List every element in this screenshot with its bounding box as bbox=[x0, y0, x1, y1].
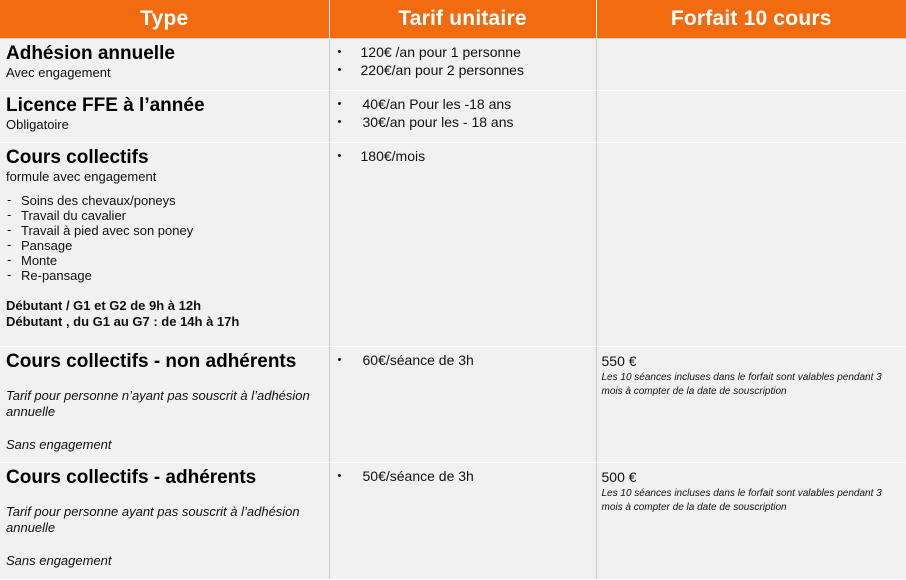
row-description: Tarif pour personne n’ayant pas souscrit à l’adhésion annuelle bbox=[6, 388, 310, 419]
header-row bbox=[0, 0, 906, 39]
cell-forfait bbox=[596, 143, 906, 347]
tarif-list bbox=[336, 95, 592, 131]
row-title: Adhésion annuelle bbox=[6, 43, 175, 64]
tarif-list bbox=[336, 147, 592, 165]
tarif-item: • 220€/an pour 2 personnes bbox=[336, 61, 592, 79]
list-item: - Pansage bbox=[6, 238, 324, 253]
schedule-line: Débutant / G1 et G2 de 9h à 12h bbox=[6, 298, 202, 313]
tarif-item: • 180€/mois bbox=[336, 147, 592, 165]
list-item: - Monte bbox=[6, 253, 324, 268]
activity-list bbox=[6, 193, 324, 283]
tarif-list bbox=[336, 43, 592, 79]
list-item: - Travail à pied avec son poney bbox=[6, 223, 324, 238]
cell-forfait bbox=[596, 91, 906, 143]
cell-type bbox=[0, 347, 329, 463]
cell-tarif bbox=[329, 463, 596, 580]
tarif-list bbox=[336, 351, 592, 369]
forfait-price: 550 € bbox=[601, 353, 637, 369]
cell-tarif bbox=[329, 39, 596, 91]
header-tarif-unitaire: Tarif unitaire bbox=[329, 0, 596, 39]
row-licence bbox=[0, 91, 906, 143]
tarif-item: • 60€/séance de 3h bbox=[336, 351, 592, 369]
row-title: Licence FFE à l’année bbox=[6, 95, 205, 116]
cell-tarif bbox=[329, 347, 596, 463]
row-adhesion bbox=[0, 39, 906, 91]
list-item: - Re-pansage bbox=[6, 268, 324, 283]
forfait-price: 500 € bbox=[601, 469, 637, 485]
tarif-item: • 30€/an pour les - 18 ans bbox=[336, 113, 592, 131]
schedule-line: Débutant , du G1 au G7 : de 14h à 17h bbox=[6, 314, 240, 329]
cell-tarif bbox=[329, 91, 596, 143]
forfait-note: Les 10 séances incluses dans le forfait sont valables pendant 3 mois à compter de la date de souscription bbox=[601, 372, 882, 397]
row-title: Cours collectifs - adhérents bbox=[6, 467, 257, 488]
header-forfait: Forfait 10 cours bbox=[596, 0, 906, 39]
cell-type bbox=[0, 463, 329, 580]
cell-forfait bbox=[596, 347, 906, 463]
tarif-list bbox=[336, 467, 592, 485]
header-type: Type bbox=[0, 0, 329, 39]
cell-type bbox=[0, 143, 329, 347]
row-adherents bbox=[0, 463, 906, 580]
row-subtitle: formule avec engagement bbox=[6, 169, 157, 184]
list-item: - Travail du cavalier bbox=[6, 208, 324, 223]
row-non-adherents bbox=[0, 347, 906, 463]
tarif-item: • 120€ /an pour 1 personne bbox=[336, 43, 592, 61]
row-cours-collectifs bbox=[0, 143, 906, 347]
row-title: Cours collectifs - non adhérents bbox=[6, 351, 297, 372]
cell-type bbox=[0, 39, 329, 91]
forfait-note: Les 10 séances incluses dans le forfait sont valables pendant 3 mois à compter de la date de souscription bbox=[601, 488, 882, 513]
row-description: Tarif pour personne ayant pas souscrit à l’adhésion annuelle bbox=[6, 504, 300, 535]
row-engagement: Sans engagement bbox=[6, 437, 112, 452]
row-title: Cours collectifs bbox=[6, 147, 149, 168]
row-subtitle: Avec engagement bbox=[6, 65, 111, 80]
tarif-item: • 50€/séance de 3h bbox=[336, 467, 592, 485]
cell-forfait bbox=[596, 39, 906, 91]
cell-tarif bbox=[329, 143, 596, 347]
row-subtitle: Obligatoire bbox=[6, 117, 69, 132]
cell-type bbox=[0, 91, 329, 143]
tarif-item: • 40€/an Pour les -18 ans bbox=[336, 95, 592, 113]
list-item: - Soins des chevaux/poneys bbox=[6, 193, 324, 208]
row-engagement: Sans engagement bbox=[6, 553, 112, 568]
cell-forfait bbox=[596, 463, 906, 580]
